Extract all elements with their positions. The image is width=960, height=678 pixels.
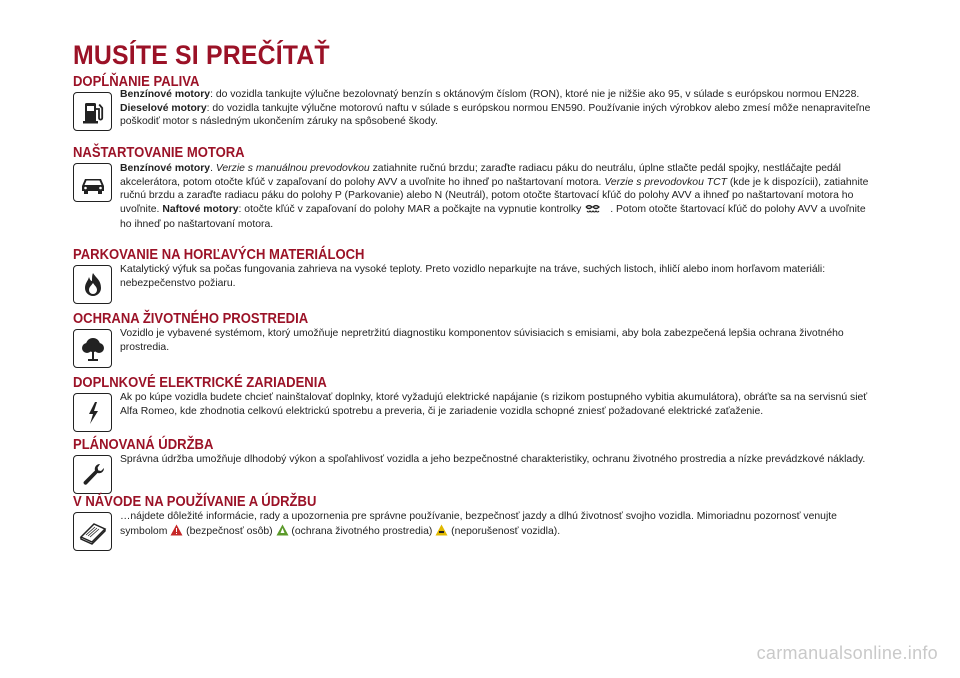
green-environment-triangle-icon <box>276 524 289 541</box>
section-parking <box>73 247 873 311</box>
section-title: NAŠTARTOVANIE MOTORA <box>73 145 245 161</box>
section-text: …nájdete dôležité informácie, rady a upozornenia pre správne používanie, bezpečnosť jazdy a dlhú životnosť svojho vozidla. Mimoriadnu pozornosť venujte symbolom (bezpečnosť osôb) (ochrana životného prostredia) (neporušenosť vozidla). <box>120 510 872 540</box>
page-title: MUSÍTE SI PREČÍTAŤ <box>73 40 330 70</box>
section-title: PARKOVANIE NA HORĽAVÝCH MATERIÁLOCH <box>73 247 365 263</box>
section-text: Správna údržba umožňuje dlhodobý výkon a spoľahlivosť vozidla a jeho bezpečnostné charakteristiky, ochranu životného prostredia a nízke prevádzkové náklady. <box>120 454 866 465</box>
book-icon <box>73 512 112 551</box>
section-title: DOPLNKOVÉ ELEKTRICKÉ ZARIADENIA <box>73 375 327 391</box>
fire-icon <box>73 265 112 304</box>
section-starting <box>73 145 873 247</box>
lightning-icon <box>73 393 112 432</box>
wrench-icon <box>73 455 112 494</box>
section-title: OCHRANA ŽIVOTNÉHO PROSTREDIA <box>73 311 309 327</box>
section-fuel <box>73 74 873 145</box>
section-text: Benzínové motory. Verzie s manuálnou prevodovkou zatiahnite ručnú brzdu; zaraďte radiacu páku do neutrálu, úplne stlačte pedál spojky, nestláčajte pedál akcelerátora, potom otočte kľúč v zapaľovaní do polohy AVV a uvoľnite ho ihneď po naštartovaní motora. Verzie s prevodovkou TCT (kde je k dispozícii), zatiahnite ručnú brzdu a zaraďte radiacu páku do polohy P (Parkovanie) alebo N (Neutrál), potom otočte štartovací kľúč do polohy AVV a ihneď po naštartovaní motora ho uvoľnite. Naftové motory: otočte kľúč v zapaľovaní do polohy MAR a počkajte na vypnutie kontrolky . Potom otočte štartovací kľúč do polohy AVV a uvoľnite ho ihneď po naštartovaní motora. <box>120 163 869 231</box>
car-icon <box>73 163 112 202</box>
tree-icon <box>73 329 112 368</box>
section-manual <box>73 494 873 554</box>
watermark: carmanualsonline.info <box>756 643 938 663</box>
yellow-vehicle-triangle-icon <box>435 524 448 541</box>
section-environment <box>73 311 873 375</box>
section-text: Vozidlo je vybavené systémom, ktorý umožňuje nepretržitú diagnostiku komponentov súvisiacich s emisiami, aby bola zabezpečená lepšia ochrana životného prostredia. <box>120 328 844 353</box>
section-text: Katalytický výfuk sa počas fungovania zahrieva na vysoké teploty. Preto vozidlo neparkujte na tráve, suchých listoch, ihličí alebo inom horľavom materiáli: nebezpečenstvo požiaru. <box>120 264 826 289</box>
glow-plug-warning-icon <box>584 204 610 219</box>
section-electrical <box>73 375 873 437</box>
page <box>73 40 873 554</box>
section-text: Ak po kúpe vozidla budete chcieť nainštalovať doplnky, ktoré vyžadujú elektrické napájanie (s rizikom postupného vybitia akumulátora), obráťte sa na servisnú sieť Alfa Romeo, kde zhodnotia celkovú elektrickú spotrebu a preveria, či je zariadenie vozidla schopné zniesť požadované elektrické zaťaženie. <box>120 392 868 417</box>
fuel-pump-icon <box>73 92 112 131</box>
red-warning-triangle-icon <box>170 524 183 541</box>
section-title: DOPĹŇANIE PALIVA <box>73 74 200 90</box>
section-text: Benzínové motory: do vozidla tankujte výlučne bezolovnatý benzín s oktánovým číslom (RON), ktoré nie je nižšie ako 95, v súlade s európskou normou EN228. Dieselové motory: do vozidla tankujte výlučne motorovú naftu v súlade s európskou normou EN590. Používanie iných výrobkov alebo zmesí môže nenapraviteľne poškodiť motor s následným ukončením záruky na spôsobené škody. <box>120 89 871 128</box>
section-maintenance <box>73 437 873 494</box>
section-title: V NÁVODE NA POUŽÍVANIE A ÚDRŽBU <box>73 494 317 510</box>
section-title: PLÁNOVANÁ ÚDRŽBA <box>73 437 214 453</box>
